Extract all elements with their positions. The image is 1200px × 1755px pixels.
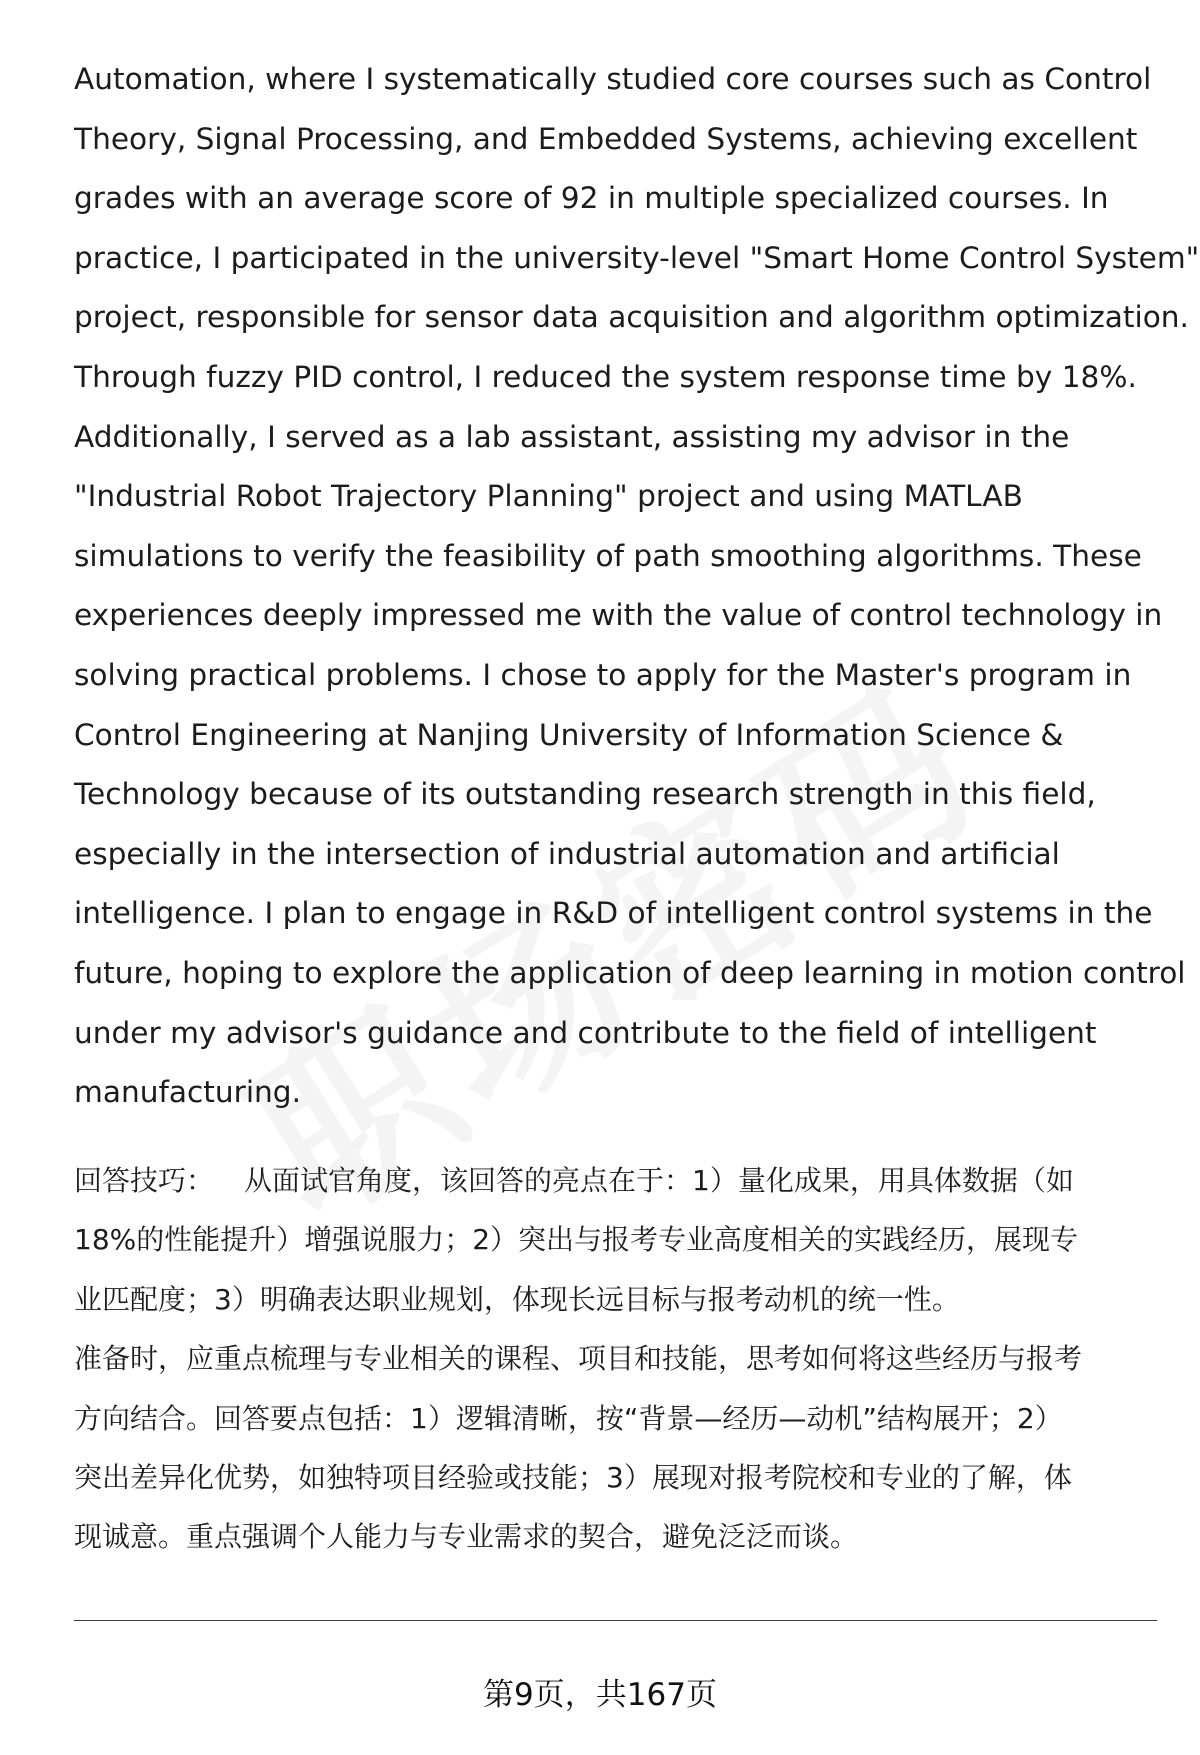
page-number: 第9页，共167页 (483, 1677, 717, 1713)
answer-line: simulations to verify the feasibility of path smoothing algorithms. These (74, 538, 1142, 573)
tips-first-line-text: 从面试官角度，该回答的亮点在于：1）量化成果，用具体数据（如 (244, 1164, 1074, 1197)
tips-line: 方向结合。回答要点包括：1）逻辑清晰，按“背景—经历—动机”结构展开；2） (74, 1401, 1063, 1435)
answer-line: "Industrial Robot Trajectory Planning" project and using MATLAB (74, 479, 1023, 514)
answer-tips (74, 1151, 1139, 1567)
answer-line: Automation, where I systematically studied core courses such as Control (74, 62, 1152, 96)
answer-paragraph (74, 50, 1200, 1123)
tips-line: 准备时，应重点梳理与专业相关的课程、项目和技能，思考如何将这些经历与报考 (74, 1342, 1083, 1376)
answer-line: Through fuzzy PID control, I reduced the system response time by 18%. (74, 359, 1137, 394)
answer-line: Theory, Signal Processing, and Embedded Systems, achieving excellent (74, 121, 1138, 156)
footer-divider (74, 1620, 1157, 1621)
answer-line: solving practical problems. I chose to apply for the Master's program in (74, 657, 1132, 692)
tips-line: 现诚意。重点强调个人能力与专业需求的契合，避免泛泛而谈。 (74, 1520, 859, 1554)
answer-line: grades with an average score of 92 in multiple specialized courses. In (74, 181, 1109, 216)
answer-line: practice, I participated in the university-level "Smart Home Control System" (74, 240, 1200, 275)
answer-line: under my advisor's guidance and contribute to the field of intelligent (74, 1015, 1097, 1050)
answer-line: especially in the intersection of industrial automation and artificial (74, 836, 1060, 871)
tips-line: 18%的性能提升）增强说服力；2）突出与报考专业高度相关的实践经历，展现专 (74, 1223, 1079, 1257)
answer-line: manufacturing. (74, 1075, 301, 1110)
answer-line: future, hoping to explore the application of deep learning in motion control (74, 955, 1186, 990)
tips-line: 业匹配度；3）明确表达职业规划，体现长远目标与报考动机的统一性。 (74, 1282, 960, 1316)
tips-line: 突出差异化优势，如独特项目经验或技能；3）展现对报考院校和专业的了解，体 (74, 1461, 1072, 1495)
answer-line: experiences deeply impressed me with the value of control technology in (74, 598, 1163, 633)
answer-line: project, responsible for sensor data acquisition and algorithm optimization. (74, 300, 1189, 335)
answer-line: Control Engineering at Nanjing University of Information Science & (74, 717, 1064, 752)
answer-line: Additionally, I served as a lab assistant, assisting my advisor in the (74, 419, 1070, 454)
answer-line: intelligence. I plan to engage in R&D of intelligent control systems in the (74, 896, 1153, 931)
tips-label: 回答技巧： (74, 1164, 215, 1197)
answer-line: Technology because of its outstanding research strength in this field, (74, 777, 1096, 812)
tips-first-line (74, 1151, 1139, 1210)
